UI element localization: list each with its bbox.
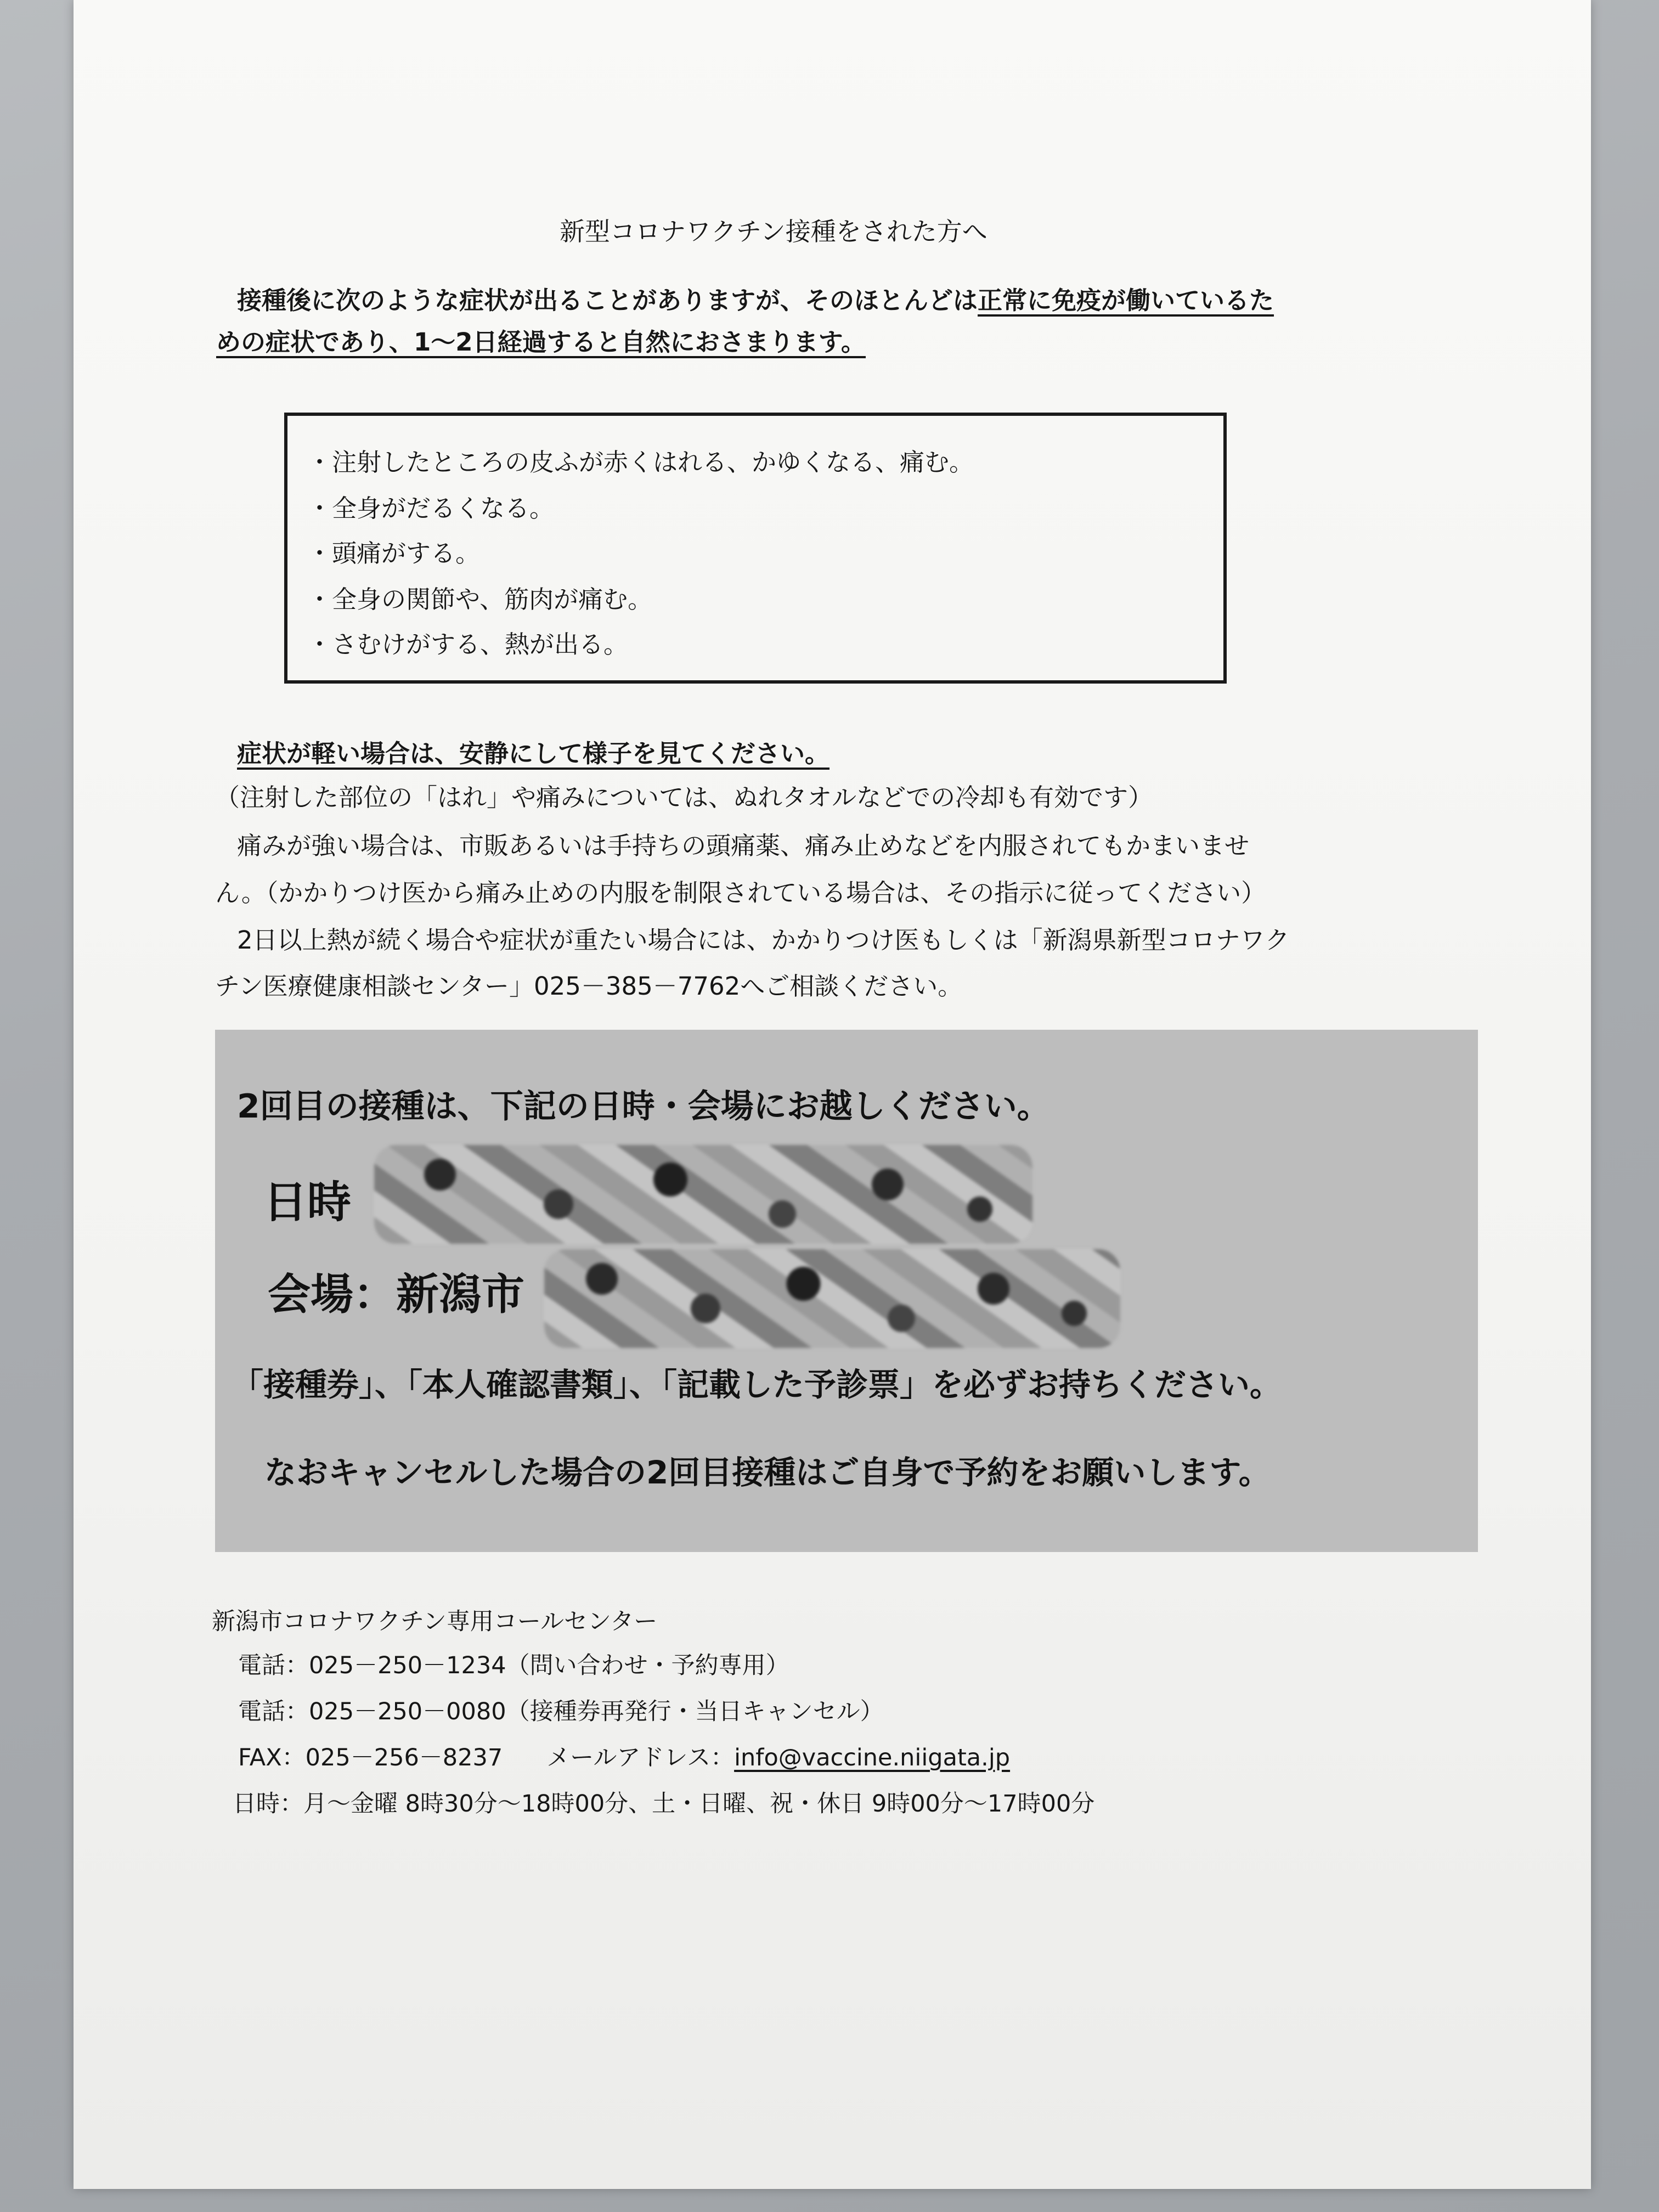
symptom-item: ・さむけがする、熱が出る。	[307, 630, 629, 659]
email-label: メールアドレス：	[546, 1744, 735, 1771]
second-dose-heading: 2回目の接種は、下記の日時・会場にお越しください。	[237, 1087, 1050, 1126]
symptom-item: ・全身がだるくなる。	[307, 494, 555, 523]
bring-items-note: 「接種券」、「本人確認書類」、「記載した予診票」を必ずお持ちください。	[232, 1366, 1282, 1403]
intro-line-1-text: 接種後に次のような症状が出ることがありますが、そのほとんどは	[237, 286, 978, 315]
advice-line-2: 痛みが強い場合は、市販あるいは手持ちの頭痛薬、痛み止めなどを内服されてもかまいませ	[237, 831, 1250, 860]
datetime-label: 日時	[263, 1177, 351, 1228]
second-dose-panel	[215, 1030, 1478, 1552]
fax-number: FAX：025－256－8237	[238, 1744, 503, 1771]
intro-line-2: めの症状であり、1～2日経過すると自然におさまります。	[216, 328, 866, 357]
symptom-item: ・注射したところの皮ふが赤くはれる、かゆくなる、痛む。	[307, 448, 974, 477]
phone-reissue: 電話：025－250－0080（接種券再発行・当日キャンセル）	[238, 1698, 884, 1725]
redacted-datetime	[374, 1145, 1032, 1244]
page-title: 新型コロナワクチン接種をされた方へ	[560, 217, 988, 246]
phone-reservation: 電話：025－250－1234（問い合わせ・予約専用）	[238, 1652, 789, 1679]
email-link[interactable]: info@vaccine.niigata.jp	[734, 1744, 1011, 1771]
advice-line-4: 2日以上熱が続く場合や症状が重たい場合には、かかりつけ医もしくは「新潟県新型コロナワク	[237, 926, 1290, 955]
advice-line-3: ん。（かかりつけ医から痛み止めの内服を制限されている場合は、その指示に従ってください）	[215, 878, 1266, 907]
call-center-name: 新潟市コロナワクチン専用コールセンター	[212, 1608, 658, 1635]
call-center-hours: 日時：月～金曜 8時30分～18時00分、土・日曜、祝・休日 9時00分～17時00分	[233, 1790, 1095, 1818]
venue-label: 会場：新潟市	[268, 1270, 525, 1319]
advice-line-5: チン医療健康相談センター」025－385－7762へご相談ください。	[215, 972, 963, 1001]
symptoms-box	[284, 413, 1227, 684]
advice-line-1: （注射した部位の「はれ」や痛みについては、ぬれタオルなどでの冷却も有効です）	[215, 783, 1153, 812]
fax-line	[238, 1739, 1010, 1773]
intro-line-1	[237, 282, 1274, 319]
symptom-item: ・全身の関節や、筋肉が痛む。	[307, 585, 653, 614]
advice-heading: 症状が軽い場合は、安静にして様子を見てください。	[237, 739, 830, 768]
cancel-note: なおキャンセルした場合の2回目接種はご自身で予約をお願いします。	[264, 1454, 1271, 1491]
symptom-item: ・頭痛がする。	[307, 539, 481, 568]
redacted-venue	[544, 1249, 1120, 1348]
intro-line-1-emphasis: 正常に免疫が働いているた	[978, 286, 1274, 315]
